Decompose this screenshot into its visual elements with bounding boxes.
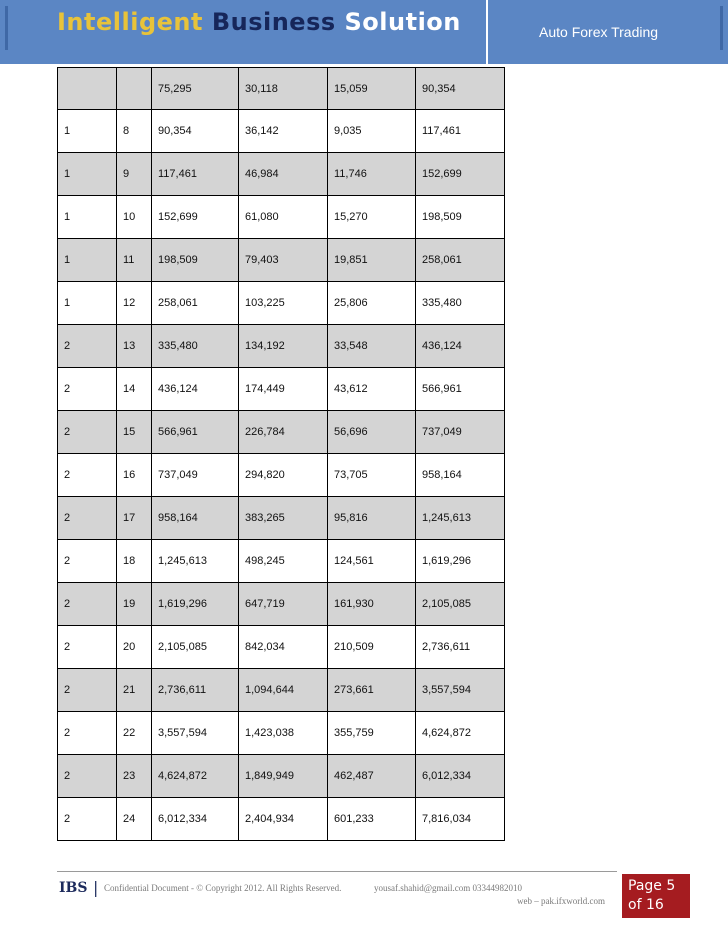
- table-cell: 103,225: [239, 282, 328, 325]
- table-cell: 161,930: [328, 583, 416, 626]
- table-cell: 79,403: [239, 239, 328, 282]
- table-cell: 2: [58, 325, 117, 368]
- table-cell: 273,661: [328, 669, 416, 712]
- table-cell: 958,164: [152, 497, 239, 540]
- table-cell: 20: [117, 626, 152, 669]
- table-cell: 4,624,872: [416, 712, 505, 755]
- table-cell: 10: [117, 196, 152, 239]
- header-subtitle-panel: [488, 0, 728, 64]
- table-cell: 90,354: [152, 110, 239, 153]
- table-cell: 17: [117, 497, 152, 540]
- page-number-line-2: of 16: [628, 897, 664, 913]
- table-body: [58, 68, 505, 841]
- table-cell: 3,557,594: [152, 712, 239, 755]
- table-cell: 15,270: [328, 196, 416, 239]
- table-cell: 25,806: [328, 282, 416, 325]
- table-cell: 2: [58, 540, 117, 583]
- table-cell: 1,619,296: [416, 540, 505, 583]
- page-number-line-1: Page 5: [628, 878, 676, 894]
- table-cell: 1,245,613: [152, 540, 239, 583]
- table-cell: 33,548: [328, 325, 416, 368]
- header-title-word-2: Business: [211, 8, 336, 36]
- page-footer: [57, 871, 690, 919]
- table-cell: 2,105,085: [416, 583, 505, 626]
- table-cell: 2: [58, 798, 117, 841]
- table-cell: 258,061: [416, 239, 505, 282]
- table-cell: 15: [117, 411, 152, 454]
- header-title-word-1: Intelligent: [57, 8, 203, 36]
- table-cell: 2: [58, 669, 117, 712]
- table-cell: 1,619,296: [152, 583, 239, 626]
- table-cell: 14: [117, 368, 152, 411]
- table-cell: 2: [58, 497, 117, 540]
- footer-separator: |: [93, 878, 99, 897]
- table-cell: 1: [58, 153, 117, 196]
- compounding-table: [57, 67, 505, 841]
- table-cell: 842,034: [239, 626, 328, 669]
- table-cell: 152,699: [152, 196, 239, 239]
- compounding-table-container: [57, 67, 504, 841]
- table-cell: 61,080: [239, 196, 328, 239]
- table-cell: 737,049: [416, 411, 505, 454]
- table-cell: 19: [117, 583, 152, 626]
- table-row: [58, 68, 505, 110]
- table-cell: 566,961: [152, 411, 239, 454]
- table-cell: 23: [117, 755, 152, 798]
- header-title: [57, 8, 461, 36]
- table-cell: 22: [117, 712, 152, 755]
- table-cell: 258,061: [152, 282, 239, 325]
- table-row: [58, 669, 505, 712]
- table-cell: 16: [117, 454, 152, 497]
- table-cell: 737,049: [152, 454, 239, 497]
- table-cell: 13: [117, 325, 152, 368]
- table-cell: 73,705: [328, 454, 416, 497]
- table-cell: 2,105,085: [152, 626, 239, 669]
- table-cell: 9: [117, 153, 152, 196]
- footer-rule: [57, 871, 617, 872]
- table-cell: 174,449: [239, 368, 328, 411]
- table-cell: 11: [117, 239, 152, 282]
- footer-confidential-text: Confidential Document - © Copyright 2012. All Rights Reserved.: [104, 883, 342, 893]
- table-cell: 21: [117, 669, 152, 712]
- table-cell: 117,461: [152, 153, 239, 196]
- table-cell: [117, 68, 152, 110]
- table-cell: 1: [58, 282, 117, 325]
- header-subtitle: Auto Forex Trading: [539, 24, 659, 40]
- page-header: [0, 0, 728, 64]
- table-cell: 647,719: [239, 583, 328, 626]
- table-row: [58, 110, 505, 153]
- footer-web: web – pak.ifxworld.com: [517, 896, 605, 906]
- table-row: [58, 196, 505, 239]
- table-cell: 198,509: [416, 196, 505, 239]
- table-cell: 2: [58, 368, 117, 411]
- table-cell: 2: [58, 583, 117, 626]
- table-cell: 90,354: [416, 68, 505, 110]
- table-row: [58, 798, 505, 841]
- table-cell: 19,851: [328, 239, 416, 282]
- table-cell: 294,820: [239, 454, 328, 497]
- table-row: [58, 540, 505, 583]
- table-cell: 124,561: [328, 540, 416, 583]
- table-row: [58, 712, 505, 755]
- table-cell: 6,012,334: [416, 755, 505, 798]
- table-row: [58, 497, 505, 540]
- table-row: [58, 325, 505, 368]
- table-cell: 30,118: [239, 68, 328, 110]
- table-cell: 117,461: [416, 110, 505, 153]
- table-cell: 2: [58, 626, 117, 669]
- table-cell: 11,746: [328, 153, 416, 196]
- footer-email-phone: yousaf.shahid@gmail.com 03344982010: [374, 883, 523, 893]
- table-cell: 95,816: [328, 497, 416, 540]
- table-row: [58, 153, 505, 196]
- table-cell: 1,094,644: [239, 669, 328, 712]
- table-row: [58, 368, 505, 411]
- table-cell: 462,487: [328, 755, 416, 798]
- table-cell: 15,059: [328, 68, 416, 110]
- table-cell: 4,624,872: [152, 755, 239, 798]
- table-cell: 2: [58, 712, 117, 755]
- page-number-badge: [621, 874, 690, 918]
- table-cell: 1,849,949: [239, 755, 328, 798]
- table-cell: 210,509: [328, 626, 416, 669]
- table-cell: 36,142: [239, 110, 328, 153]
- table-cell: 2: [58, 411, 117, 454]
- header-title-word-3: Solution: [344, 8, 461, 36]
- table-cell: 383,265: [239, 497, 328, 540]
- table-cell: 436,124: [152, 368, 239, 411]
- table-cell: 152,699: [416, 153, 505, 196]
- table-cell: 12: [117, 282, 152, 325]
- table-cell: 1: [58, 239, 117, 282]
- table-cell: 8: [117, 110, 152, 153]
- table-cell: 7,816,034: [416, 798, 505, 841]
- table-cell: 6,012,334: [152, 798, 239, 841]
- table-cell: 3,557,594: [416, 669, 505, 712]
- header-accent-mark-right: [720, 6, 723, 50]
- table-row: [58, 411, 505, 454]
- footer-ibs: IBS: [59, 880, 88, 896]
- table-cell: 1: [58, 196, 117, 239]
- table-cell: 601,233: [328, 798, 416, 841]
- table-cell: 134,192: [239, 325, 328, 368]
- table-cell: 1,245,613: [416, 497, 505, 540]
- table-cell: 24: [117, 798, 152, 841]
- header-accent-mark: [5, 6, 8, 50]
- table-cell: 1: [58, 110, 117, 153]
- table-cell: 2: [58, 755, 117, 798]
- table-cell: 2: [58, 454, 117, 497]
- table-cell: 498,245: [239, 540, 328, 583]
- table-cell: 2,404,934: [239, 798, 328, 841]
- table-cell: 46,984: [239, 153, 328, 196]
- table-row: [58, 239, 505, 282]
- table-cell: [58, 68, 117, 110]
- table-cell: 355,759: [328, 712, 416, 755]
- table-row: [58, 282, 505, 325]
- table-cell: 335,480: [416, 282, 505, 325]
- table-cell: 9,035: [328, 110, 416, 153]
- table-cell: 2,736,611: [152, 669, 239, 712]
- table-cell: 335,480: [152, 325, 239, 368]
- table-cell: 56,696: [328, 411, 416, 454]
- table-cell: 2,736,611: [416, 626, 505, 669]
- table-row: [58, 755, 505, 798]
- table-cell: 958,164: [416, 454, 505, 497]
- table-cell: 1,423,038: [239, 712, 328, 755]
- table-row: [58, 454, 505, 497]
- table-cell: 43,612: [328, 368, 416, 411]
- table-cell: 566,961: [416, 368, 505, 411]
- table-cell: 75,295: [152, 68, 239, 110]
- table-row: [58, 583, 505, 626]
- table-cell: 226,784: [239, 411, 328, 454]
- table-cell: 198,509: [152, 239, 239, 282]
- table-cell: 18: [117, 540, 152, 583]
- table-row: [58, 626, 505, 669]
- table-cell: 436,124: [416, 325, 505, 368]
